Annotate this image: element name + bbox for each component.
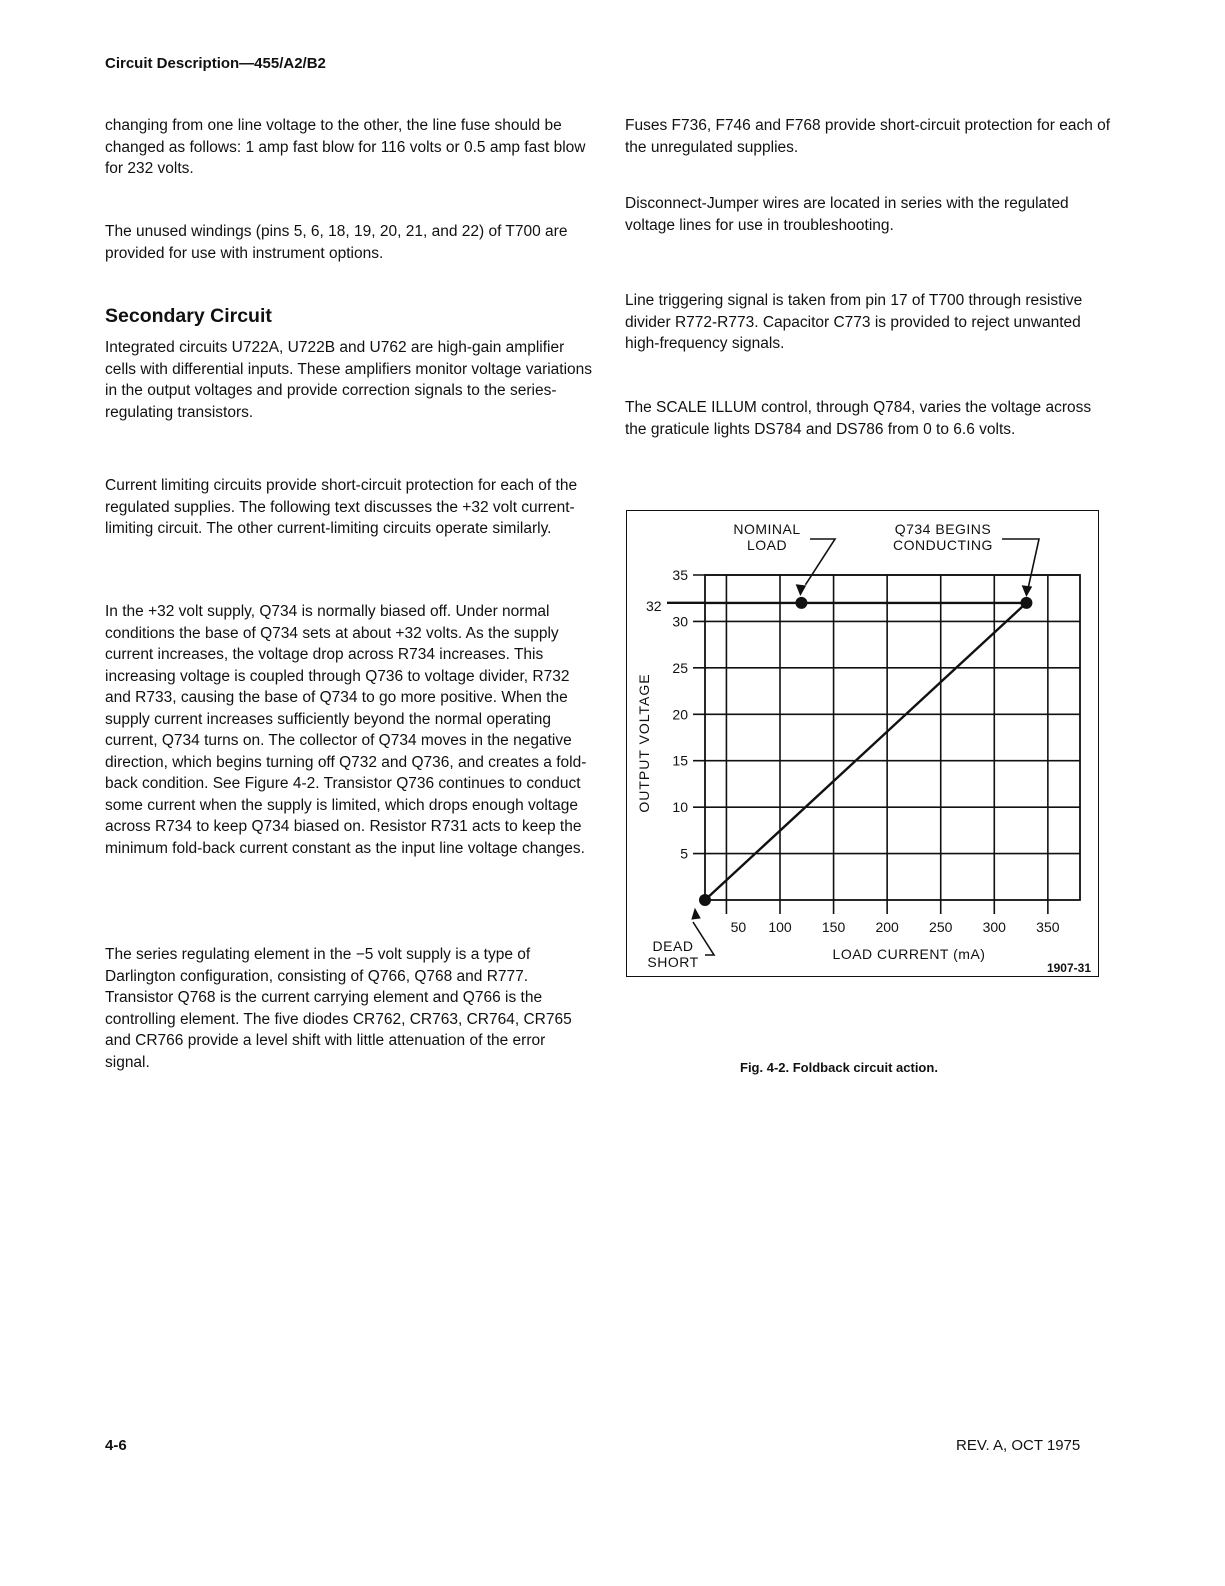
plot-frame	[705, 575, 1080, 900]
nominal-arrowhead	[796, 585, 805, 595]
dead-label-2: SHORT	[647, 954, 699, 970]
dead-arrowhead	[692, 909, 700, 919]
nominal-label-2: LOAD	[746, 537, 788, 553]
left-paragraph-4: Current limiting circuits provide short-circuit protection for each of the regulated supplies. The following text discusses the +32 volt current-limiting circuit. The other current-limiting circuits operate similarly.	[105, 477, 578, 537]
begins-leader	[1002, 539, 1039, 587]
left-paragraph-2: The unused windings (pins 5, 6, 18, 19, 20, 21, and 22) of T700 are provided for use with instrument options.	[105, 223, 568, 262]
dead-leader	[693, 922, 714, 955]
data-point	[699, 894, 711, 906]
data-point	[795, 597, 807, 609]
nominal-label-1: NOMINAL	[733, 521, 801, 537]
ylabel: OUTPUT VOLTAGE	[636, 673, 652, 813]
dead-label-1: DEAD	[652, 938, 694, 954]
begins-label-1: Q734 BEGINS	[894, 521, 992, 537]
right-paragraph-4: The SCALE ILLUM control, through Q784, varies the voltage across the graticule lights DS784 and DS786 from 0 to 6.6 volts.	[625, 399, 1092, 438]
y-marker-label: 32	[646, 598, 662, 614]
x-tick-label: 150	[821, 919, 846, 935]
x-tick-label: 300	[982, 919, 1006, 935]
x-tick-label: 250	[929, 919, 953, 935]
figure-foldback	[626, 510, 1099, 977]
x-tick-label: 350	[1036, 919, 1060, 935]
figure-number: 1907-31	[1046, 961, 1091, 975]
y-tick-label: 5	[680, 845, 688, 862]
y-tick-label: 10	[672, 799, 688, 816]
x-tick-label: 50	[730, 919, 747, 935]
revision: REV. A, OCT 1975	[956, 1437, 1081, 1454]
nominal-leader	[805, 539, 835, 585]
y-tick-label: 25	[672, 659, 688, 676]
left-paragraph-5: In the +32 volt supply, Q734 is normally biased off. Under normal conditions the base of Q734 sets at about +32 volts. As the supply current increases, the voltage drop across R734 increases. This increasing voltage is coupled through Q736 to voltage divider, R732 and R733, causing the base of Q734 to go more positive. When the supply current increases sufficiently beyond the normal operating current, Q734 turns on. The collector of Q734 moves in the negative direction, which begins turning off Q732 and Q736, and creates a fold-back condition. See Figure 4-2. Transistor Q736 continues to conduct some current when the supply is limited, which drops enough voltage across R734 to keep Q734 biased on. Resistor R731 acts to keep the minimum fold-back current constant as the input line voltage changes.	[105, 603, 587, 857]
right-paragraph-2: Disconnect-Jumper wires are located in series with the regulated voltage lines for use in troubleshooting.	[625, 195, 1069, 234]
page-number: 4-6	[105, 1437, 127, 1454]
figure-caption: Fig. 4-2. Foldback circuit action.	[740, 1060, 938, 1075]
y-tick-label: 20	[672, 706, 688, 723]
series-line	[705, 603, 1026, 900]
begins-label-2: CONDUCTING	[893, 537, 993, 553]
x-tick-label: 200	[875, 919, 899, 935]
left-paragraph-6: The series regulating element in the −5 volt supply is a type of Darlington configuration, consisting of Q766, Q768 and R777. Transistor Q768 is the current carrying element and Q766 is the controlling element. The five diodes CR762, CR763, CR764, CR765 and CR766 provide a level shift with little attenuation of the error signal.	[105, 946, 572, 1071]
left-paragraph-3: Integrated circuits U722A, U722B and U762 are high-gain amplifier cells with differential inputs. These amplifiers monitor voltage variations in the output voltages and provide correction signals to the series-regulating transistors.	[105, 339, 593, 421]
foldback-chart	[627, 511, 1100, 978]
right-paragraph-3: Line triggering signal is taken from pin 17 of T700 through resistive divider R772-R773. Capacitor C773 is provided to reject unwanted high-frequency signals.	[625, 292, 1083, 352]
x-tick-label: 100	[768, 919, 792, 935]
section-title: Secondary Circuit	[105, 305, 272, 327]
data-point	[1020, 597, 1032, 609]
running-header: Circuit Description—455/A2/B2	[105, 55, 326, 72]
chart-grid	[693, 575, 1080, 914]
right-paragraph-1: Fuses F736, F746 and F768 provide short-circuit protection for each of the unregulated supplies.	[625, 117, 1111, 156]
y-tick-label: 30	[672, 613, 688, 630]
chart-lines	[667, 603, 1026, 900]
begins-arrowhead	[1022, 586, 1031, 596]
xlabel: LOAD CURRENT (mA)	[832, 946, 986, 962]
y-tick-label: 35	[672, 567, 688, 583]
y-tick-label: 15	[672, 752, 688, 769]
left-paragraph-1: changing from one line voltage to the other, the line fuse should be changed as follows: 1 amp fast blow for 116 volts or 0.5 amp fast blow for 232 volts.	[105, 117, 586, 177]
